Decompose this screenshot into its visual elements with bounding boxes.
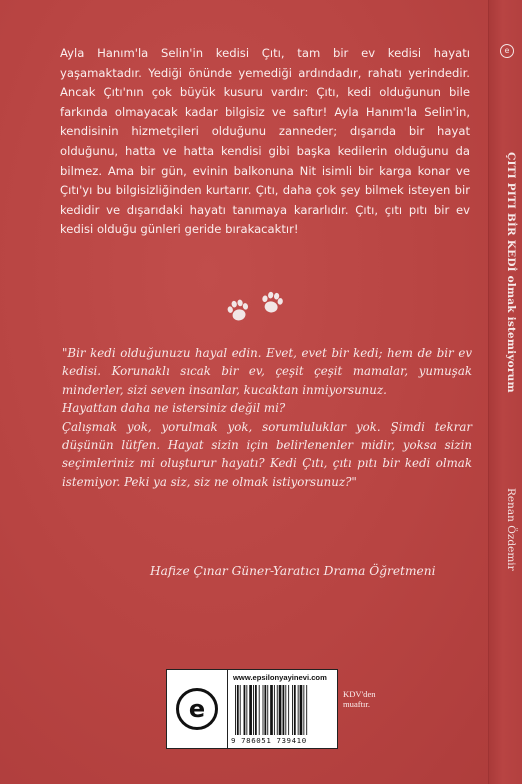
cat-paw-icon [260,291,284,315]
tax-exempt-note: KDV'den muaftır. [343,689,376,709]
book-blurb: Ayla Hanım'la Selin'in kedisi Çıtı, tam bir ev kedisi hayatı yaşamaktadır. Yediği önünde yemediği ardındadır, rahatı yerindedir. Ancak Çıtı'nın çok büyük kusuru vardır: Çıtı, kedi olduğunun bile farkında olmayacak kadar bilgisiz ve saftır! Ayla Hanım'la Selin'in, kendisinin hizmetçileri olduğunu zanneder; dışarıda bir hayat olduğunu, hatta ve hatta kendisi gibi başka kedilerin olduğunu da bilmez. Ama bir gün, evinin balkonuna Nit isimli bir karga konar ve Çıtı'yı bu bilgisizliğinden kurtarır. Çıtı, daha çok şey bilmek isteyen bir kedidir ve dışarıdaki hayatı tanımaya kararlıdır. Çıtı, çıtı pıtı bir ev kedisi olduğu günleri geride bırakacaktır! [60,46,470,237]
spine-author: Renan Özdemir [505,488,517,571]
quote-attribution: Hafize Çınar Güner-Yaratıcı Drama Öğretmeni [150,564,436,578]
cat-paw-icon [226,298,250,322]
barcode-icon [233,685,333,735]
quote-paragraph: "Bir kedi olduğunuzu hayal edin. Evet, evet bir kedi; hem de bir ev kedisi. Korunaklı sıcak bir ev, çeşit çeşit mamalar, yumuşak minderler, sizi seven insanlar, kucaktan inmiyorsunuz. [62,346,472,397]
epsilon-logo-icon: e [176,688,218,730]
publisher-logo-cell [167,670,228,748]
barcode-panel [166,669,338,749]
quote-paragraph: Çalışmak yok, yorulmak yok, sorumluluklar yok. Şimdi tekrar düşünün lütfen. Hayat sizin için belirlenenler midir, yoksa sizin seçimleriniz mi oluşturur hayatı? Kedi Çıtı, çıtı pıtı bir kedi olmak istemiyor. Peki ya siz, siz ne olmak istiyorsunuz?" [62,419,472,489]
quote-paragraph: Hayattan daha ne istersiniz değil mi? [62,401,286,416]
publisher-website: www.epsilonyayinevi.com [233,673,327,682]
spine-publisher-logo-icon: e [500,44,514,58]
spine-title: ÇITI PITI BİR KEDİ olmak istemiyorum [505,152,517,393]
review-quote [62,344,472,491]
isbn-number: 9 786051 739410 [231,736,307,745]
paw-prints [222,290,292,324]
